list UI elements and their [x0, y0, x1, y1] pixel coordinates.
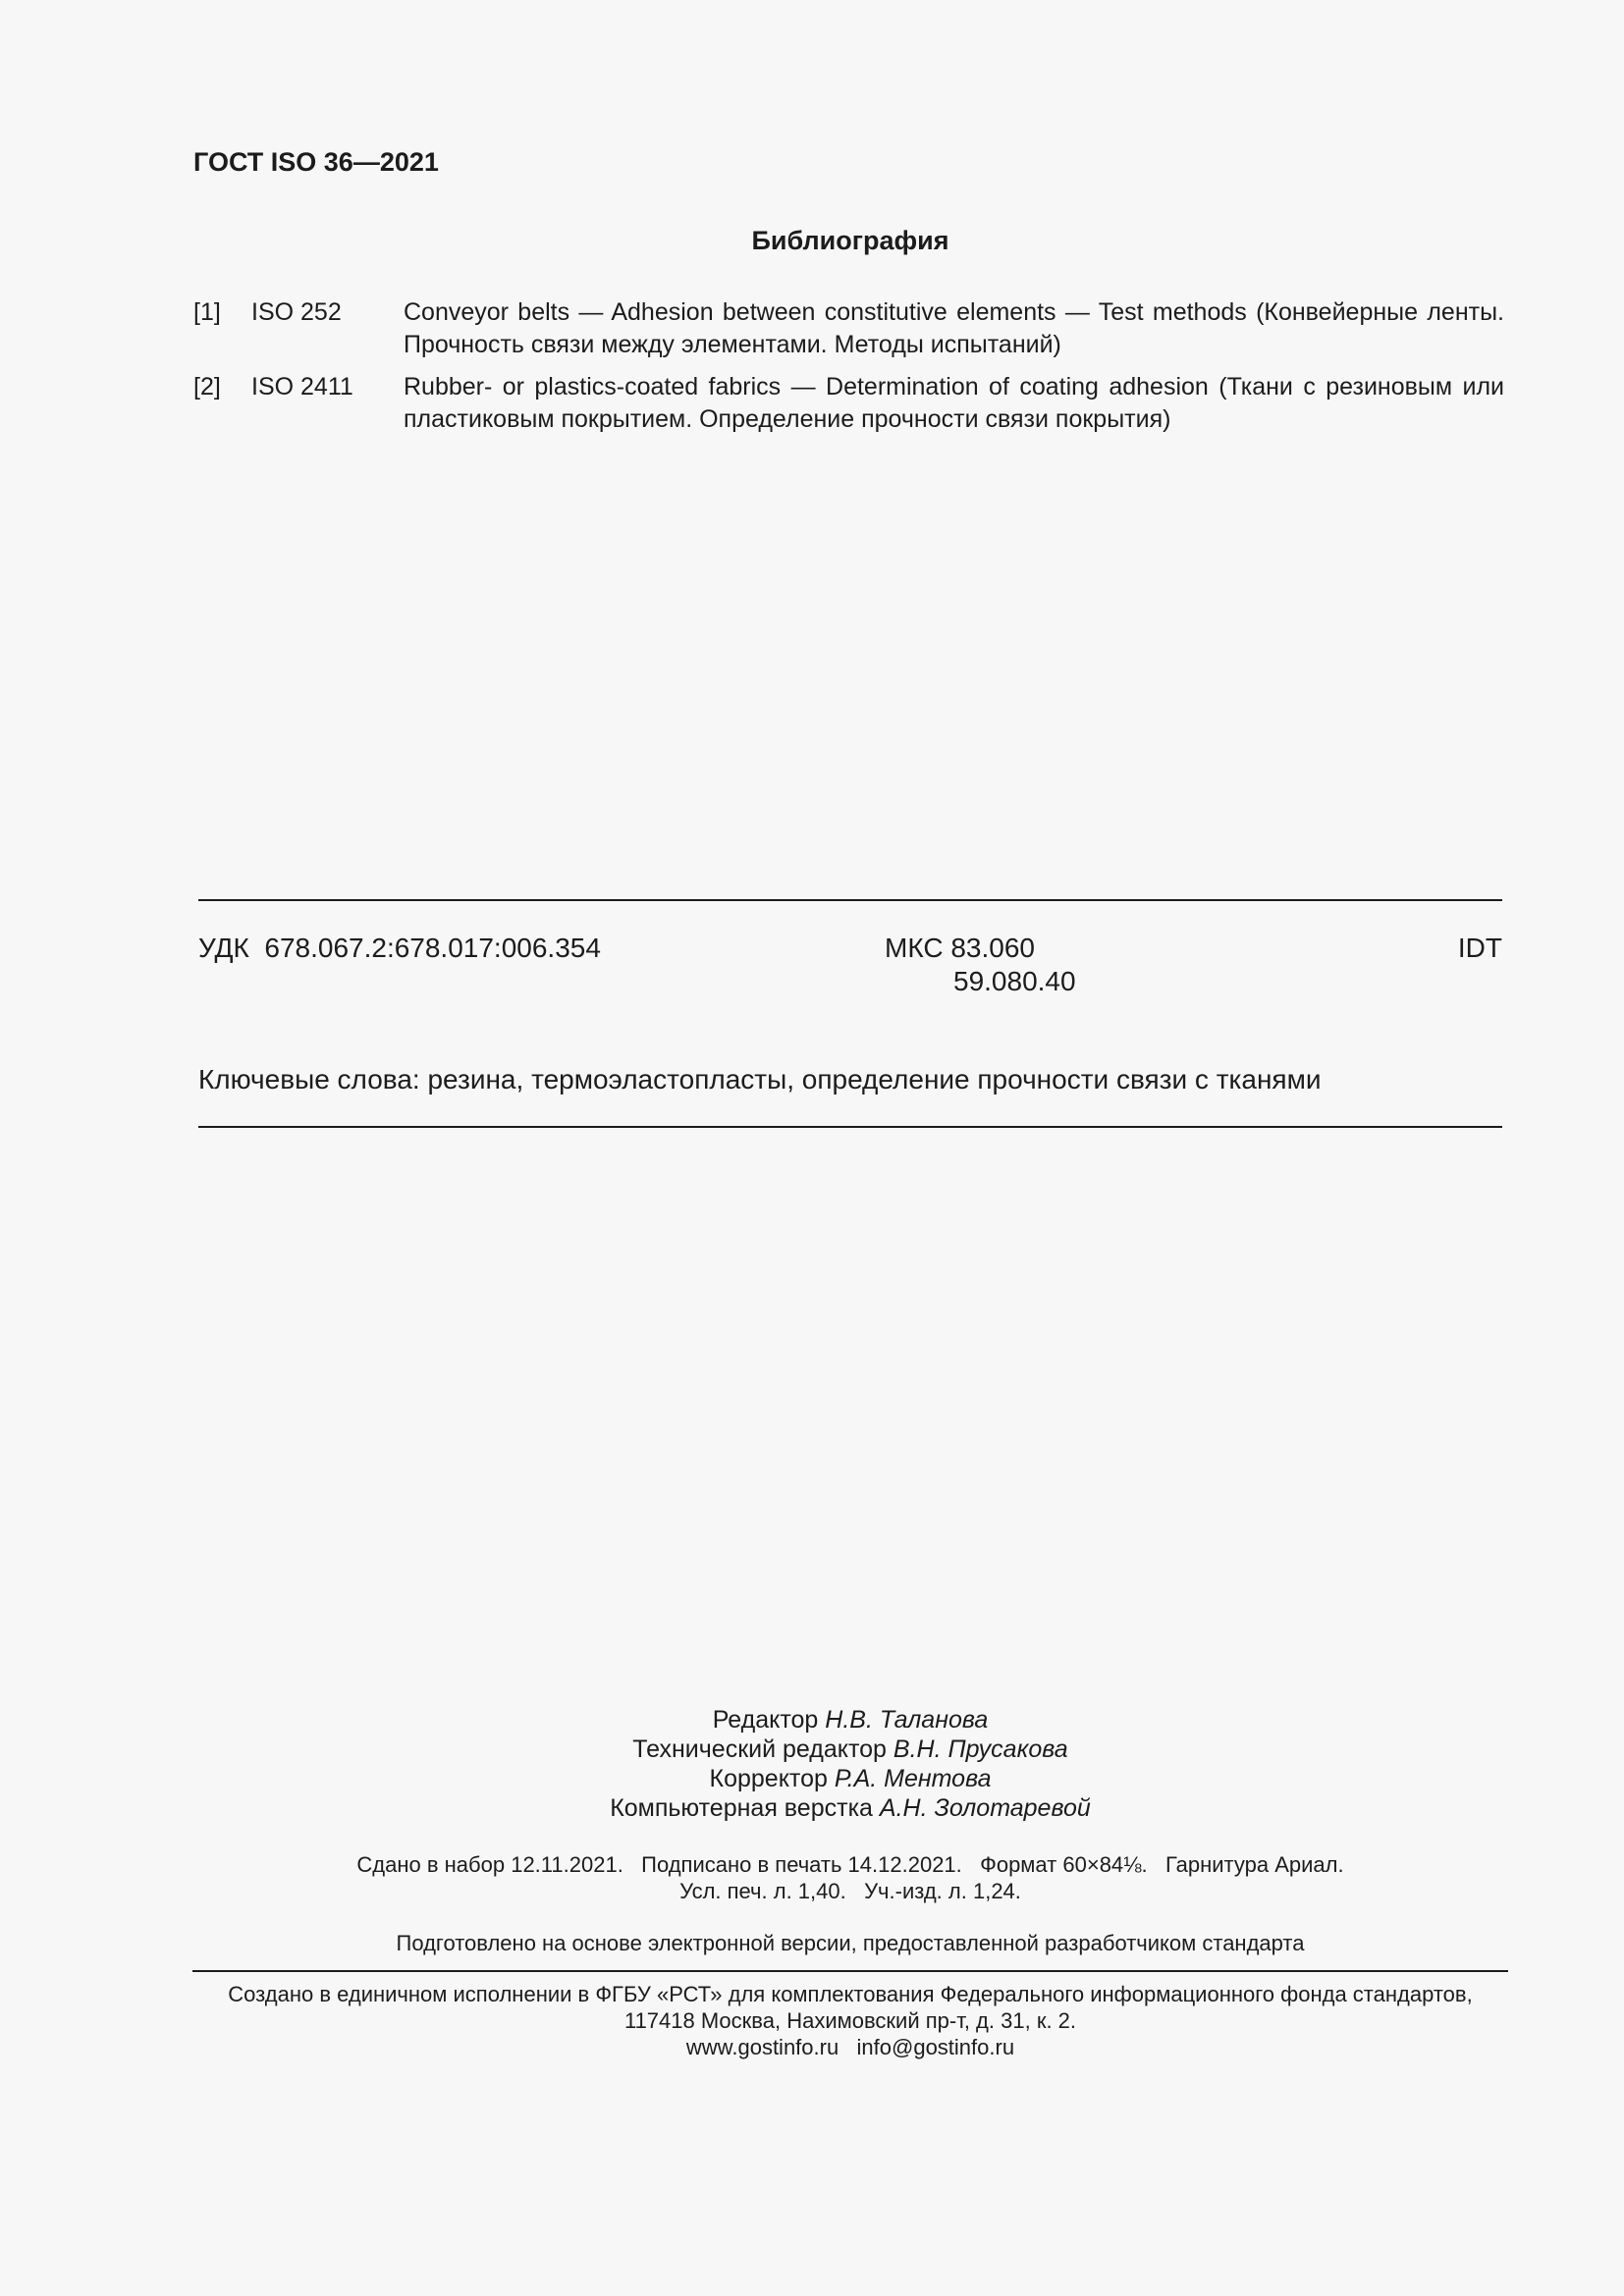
entry-number: [1] — [193, 298, 221, 326]
udk-value: 678.067.2:678.017:006.354 — [264, 933, 601, 963]
credit-line: Компьютерная верстка А.Н. Золотаревой — [610, 1794, 1091, 1822]
credits-block — [0, 1705, 1624, 1823]
credit-line: Технический редактор В.Н. Прусакова — [632, 1735, 1068, 1763]
mks-code: МКС 83.060 — [885, 933, 1035, 963]
divider — [198, 899, 1502, 901]
entry-reference: ISO 252 — [251, 298, 342, 326]
keywords: Ключевые слова: резина, термоэластопласты, определение прочности связи с тканями — [198, 1064, 1322, 1095]
footer-contacts: www.gostinfo.ru info@gostinfo.ru — [685, 2035, 1015, 2059]
bibliography-entry — [193, 371, 1504, 436]
divider — [198, 1126, 1502, 1128]
bibliography-title: Библиография — [751, 226, 949, 255]
entry-number: [2] — [193, 373, 221, 400]
credit-line: Корректор Р.А. Ментова — [709, 1765, 992, 1792]
footer-line: 117418 Москва, Нахимовский пр-т, д. 31, к. 2. — [623, 2008, 1077, 2033]
standard-code: ГОСТ ISO 36—2021 — [193, 147, 439, 177]
idt-label: IDT — [1457, 933, 1502, 963]
credit-line: Редактор Н.В. Таланова — [712, 1706, 989, 1734]
udk-classification — [198, 933, 601, 964]
mks-code-secondary: 59.080.40 — [953, 966, 1076, 996]
entry-description: Conveyor belts — Adhesion between constitutive elements — Test methods (Конвейерные ленты. Прочность связи между элементами. Методы испытаний) — [404, 298, 1504, 358]
footer-publisher — [0, 1981, 1624, 2060]
prepared-note: Подготовлено на основе электронной версии, предоставленной разработчиком стандарта — [396, 1931, 1305, 1955]
footer-line: Создано в единичном исполнении в ФГБУ «РСТ» для комплектования Федерального информационного фонда стандартов, — [228, 1982, 1473, 2006]
entry-reference: ISO 2411 — [251, 373, 353, 400]
divider — [192, 1970, 1508, 1972]
bibliography-entry — [193, 296, 1504, 361]
print-info — [0, 1851, 1624, 1904]
udk-label: УДК — [198, 933, 249, 963]
print-info-line: Сдано в набор 12.11.2021. Подписано в печать 14.12.2021. Формат 60×84⅛. Гарнитура Ариал. — [356, 1852, 1344, 1877]
print-info-line: Усл. печ. л. 1,40. Уч.-изд. л. 1,24. — [679, 1879, 1021, 1903]
entry-description: Rubber- or plastics-coated fabrics — Determination of coating adhesion (Ткани с резиновым или пластиковым покрытием. Определение прочности связи покрытия) — [404, 373, 1504, 433]
